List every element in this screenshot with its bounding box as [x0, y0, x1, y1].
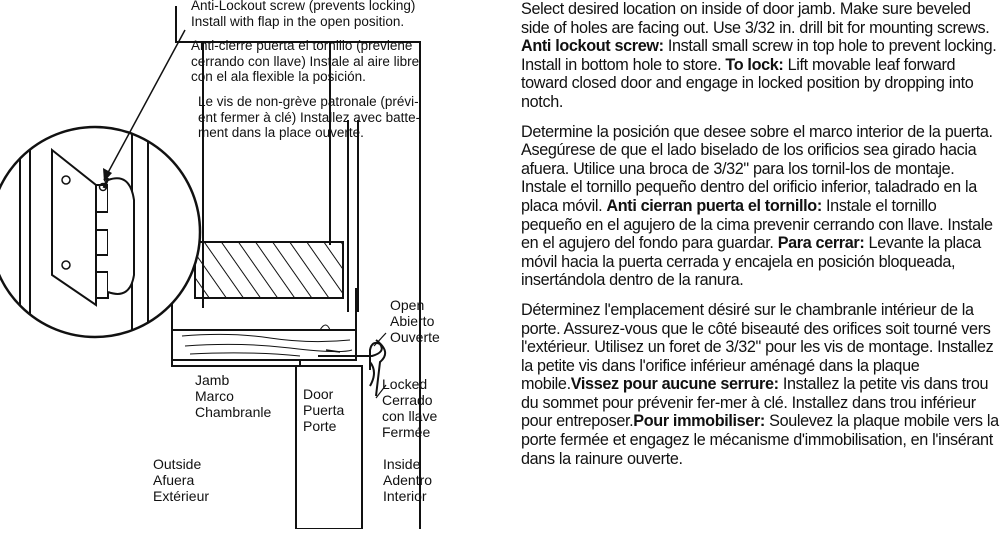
instructions-column [521, 0, 999, 479]
instructions-english: Select desired location on inside of door jamb. Make sure beveled side of holes are facing out. Use 3/32 in. drill bit for mounting screws. Anti lockout screw: Install small screw in top hole to prevent locking. Install in bottom hole to store. To lock: Lift movable leaf forward toward closed door and engage in locked position by dropping into notch. [521, 0, 997, 111]
label-door: Door Puerta Porte [303, 386, 345, 434]
callout-french: Le vis de non-grève patronale (prévi- ent fermer à clé) Installez avec batte- ment dans la place ouverte. [198, 94, 421, 140]
label-inside: Inside Adentro Interior [383, 456, 433, 504]
hatched-header [195, 242, 343, 298]
instructions-spanish: Determine la posición que desee sobre el marco interior de la puerta. Asegúrese de que el lado biselado de los orificios sea girado hacia afuera. Utilice una broca de 3/32" para los tornil-los de montaje. Instale el tornillo pequeño dentro del orificio inferior, taladrado en la placa móvil. Anti cierran puerta el tornillo: Instale el tornillo pequeño en el agujero de la cima prevenir cerrando con llave. Instale en el agujero del fondo para guardar. Para cerrar: Levante la placa móvil hacia la puerta cerrada y encajela en posición bloqueada, insertándola dentro de la ranura. [521, 122, 993, 290]
callout-english: Anti-Lockout screw (prevents locking) Install with flap in the open position. [191, 0, 416, 29]
callout-spanish: Anti-cierre puerta el tornillo (previene cerrando con llave) Instale al aire libre con el ala flexible la posición. [191, 38, 420, 84]
instructions-french: Déterminez l'emplacement désiré sur le chambranle intérieur de la porte. Assurez-vous que le côté biseauté des orifices soit tourné vers l'extérieur. Utilisez un foret de 3/32" pour les vis de montage. Installez la petite vis dans l'orifice inférieur aménagé dans la plaque mobile.Vissez pour aucune serrure: Installez la petite vis dans trou du sommet pour prévenir fer-mer à clé. Installez dans trou inférieur pour entreposer.Pour immobiliser: Soulevez la plaque mobile vers la porte fermée et engagez le mécanisme d'immobilisation, en l'insérant dans la rainure ouverte. [521, 300, 999, 468]
label-locked: Locked Cerrado con llave Fermée [382, 376, 438, 440]
label-outside: Outside Afuera Extérieur [153, 456, 210, 504]
label-jamb: Jamb Marco Chambranle [195, 372, 272, 420]
label-open: Open Abierto Ouverte [390, 297, 440, 345]
